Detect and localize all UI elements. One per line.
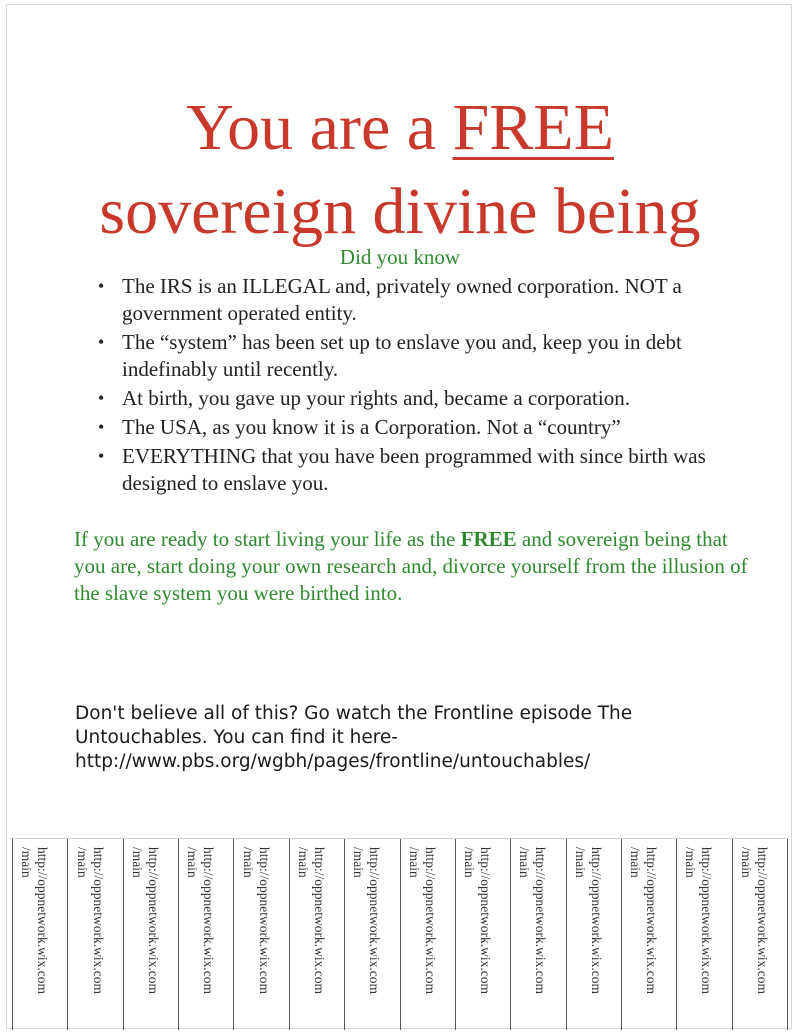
tear-off-url-line2: /main xyxy=(738,847,754,878)
bullet-list xyxy=(94,273,734,499)
tear-off-url-line2: /main xyxy=(351,847,367,878)
bullet-text: The USA, as you know it is a Corporation. Not a “country” xyxy=(122,415,621,439)
headline xyxy=(0,86,800,254)
tear-off-url-line1: http://oppnetwork.wix.com xyxy=(256,847,272,994)
tear-off-tab[interactable] xyxy=(622,839,677,1030)
tear-off-url-line2: /main xyxy=(462,847,478,878)
tear-off-url xyxy=(184,847,216,994)
frontline-note xyxy=(75,702,775,774)
tear-off-url xyxy=(516,847,548,994)
tear-off-tab[interactable] xyxy=(567,839,622,1030)
tear-off-tab[interactable] xyxy=(401,839,456,1030)
tear-off-tab[interactable] xyxy=(234,839,289,1030)
tear-off-url-line1: http://oppnetwork.wix.com xyxy=(644,847,660,994)
bullet-item xyxy=(94,443,734,497)
tear-off-tab[interactable] xyxy=(179,839,234,1030)
tear-off-url-line2: /main xyxy=(295,847,311,878)
tear-off-tab[interactable] xyxy=(290,839,345,1030)
tear-off-url xyxy=(350,847,382,994)
bullet-icon: • xyxy=(98,446,105,466)
tear-off-url xyxy=(74,847,106,994)
frontline-url[interactable]: http://www.pbs.org/wgbh/pages/frontline/untouchables/ xyxy=(75,751,591,772)
tear-off-url-line1: http://oppnetwork.wix.com xyxy=(699,847,715,994)
call-to-action xyxy=(74,526,754,607)
tear-off-url-line2: /main xyxy=(74,847,90,878)
tear-off-url xyxy=(406,847,438,994)
tear-off-url-line2: /main xyxy=(240,847,256,878)
tear-off-url-line2: /main xyxy=(683,847,699,878)
bullet-item xyxy=(94,414,734,441)
tear-off-url-line1: http://oppnetwork.wix.com xyxy=(90,847,106,994)
tear-off-tab[interactable] xyxy=(124,839,179,1030)
tear-off-url-line2: /main xyxy=(406,847,422,878)
frontline-line2: Untouchables. You can find it here- xyxy=(75,727,398,748)
headline-line2: sovereign divine being xyxy=(99,175,701,248)
tear-off-url-line1: http://oppnetwork.wix.com xyxy=(588,847,604,994)
call-bold: FREE xyxy=(460,527,517,551)
tear-off-url-line1: http://oppnetwork.wix.com xyxy=(754,847,770,994)
tear-off-url xyxy=(18,847,50,994)
tear-off-url-line2: /main xyxy=(185,847,201,878)
tear-off-url xyxy=(572,847,604,994)
tear-off-url xyxy=(461,847,493,994)
tear-off-url-line1: http://oppnetwork.wix.com xyxy=(367,847,383,994)
tear-off-url-line1: http://oppnetwork.wix.com xyxy=(145,847,161,994)
tear-off-url xyxy=(295,847,327,994)
headline-prefix: You are a xyxy=(186,91,453,164)
did-you-know: Did you know xyxy=(339,245,461,269)
tear-off-url-line2: /main xyxy=(129,847,145,878)
bullet-text: The IRS is an ILLEGAL and, privately owned corporation. NOT a government operated entity. xyxy=(122,274,682,325)
tear-off-tab[interactable] xyxy=(345,839,400,1030)
bullet-icon: • xyxy=(98,332,105,352)
tear-off-url-line2: /main xyxy=(517,847,533,878)
tear-off-url-line1: http://oppnetwork.wix.com xyxy=(201,847,217,994)
tear-off-url-line2: /main xyxy=(572,847,588,878)
tear-off-url xyxy=(682,847,714,994)
bullet-icon: • xyxy=(98,388,105,408)
tear-off-url xyxy=(129,847,161,994)
tear-off-url xyxy=(738,847,770,994)
bullet-text: At birth, you gave up your rights and, became a corporation. xyxy=(122,386,630,410)
tear-off-url xyxy=(240,847,272,994)
bullet-text: The “system” has been set up to enslave you and, keep you in debt indefinably until recently. xyxy=(122,330,682,381)
tear-off-tab[interactable] xyxy=(12,839,68,1030)
tear-off-url-line2: /main xyxy=(19,847,35,878)
tear-off-tabs xyxy=(12,839,788,1030)
tear-off-tab[interactable] xyxy=(511,839,566,1030)
tear-off-tab[interactable] xyxy=(677,839,732,1030)
bullet-icon: • xyxy=(98,276,105,296)
tear-off-url-line1: http://oppnetwork.wix.com xyxy=(478,847,494,994)
tear-off-tab[interactable] xyxy=(456,839,511,1030)
tear-off-tab[interactable] xyxy=(68,839,123,1030)
bullet-item xyxy=(94,273,734,327)
tear-off-url-line2: /main xyxy=(628,847,644,878)
tear-off-url xyxy=(627,847,659,994)
bullet-item xyxy=(94,329,734,383)
bullet-icon: • xyxy=(98,417,105,437)
bullet-text: EVERYTHING that you have been programmed with since birth was designed to enslave you. xyxy=(122,444,706,495)
call-before: If you are ready to start living your life as the xyxy=(74,527,461,551)
headline-free: FREE xyxy=(452,91,614,164)
tear-off-url-line1: http://oppnetwork.wix.com xyxy=(35,847,51,994)
frontline-line1: Don't believe all of this? Go watch the Frontline episode The xyxy=(75,703,633,724)
call-after: and sovereign being that you are, start doing your own research and, divorce yourself from the illusion of the slave system you were birthed into. xyxy=(74,527,748,605)
tear-off-url-line1: http://oppnetwork.wix.com xyxy=(311,847,327,994)
bullet-item xyxy=(94,385,734,412)
tear-off-url-line1: http://oppnetwork.wix.com xyxy=(422,847,438,994)
tear-off-tab[interactable] xyxy=(733,839,788,1030)
tear-off-url-line1: http://oppnetwork.wix.com xyxy=(533,847,549,994)
